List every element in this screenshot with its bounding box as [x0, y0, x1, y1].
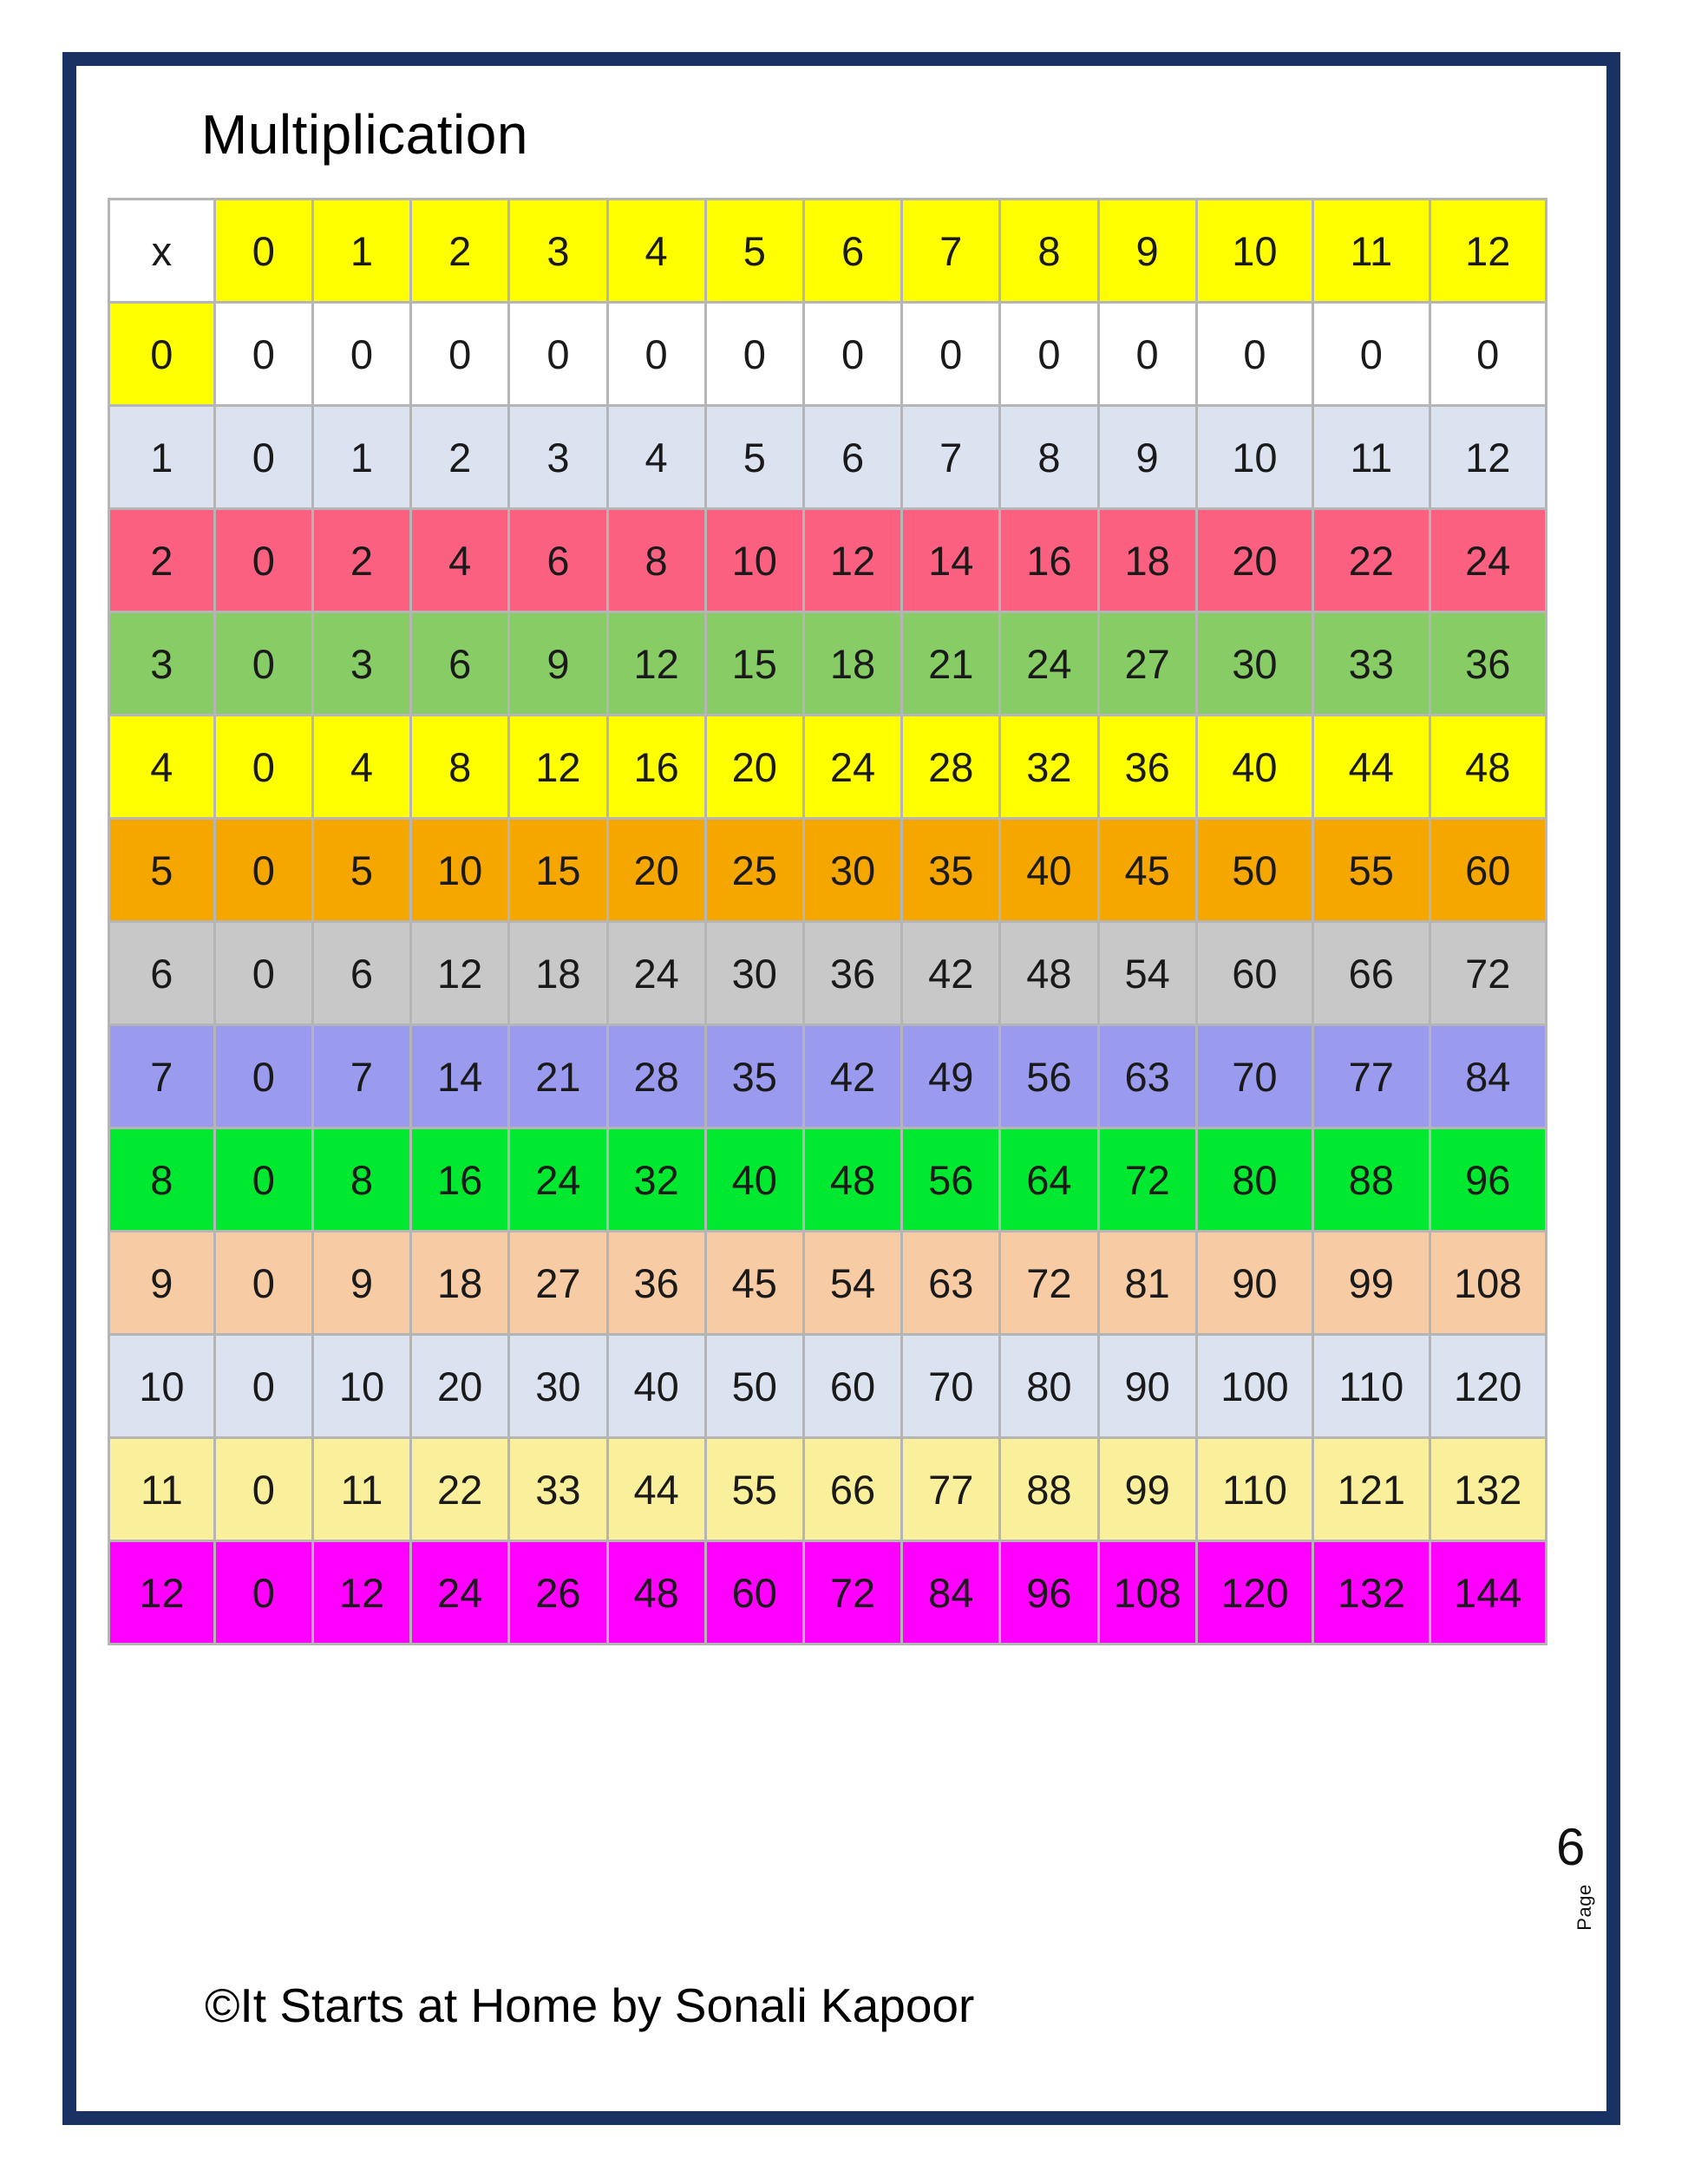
cell-2x0: 0	[216, 510, 311, 611]
cell-2x1: 2	[314, 510, 409, 611]
cell-1x2: 2	[412, 407, 507, 507]
table-row	[110, 613, 1545, 714]
cell-9x10: 90	[1198, 1233, 1312, 1333]
column-header-1: 1	[314, 200, 409, 301]
cell-5x8: 40	[1001, 820, 1096, 920]
table-row	[110, 510, 1545, 611]
cell-7x1: 7	[314, 1026, 409, 1127]
cell-1x8: 8	[1001, 407, 1096, 507]
cell-0x0: 0	[216, 304, 311, 404]
cell-9x0: 0	[216, 1233, 311, 1333]
cell-6x0: 0	[216, 923, 311, 1023]
column-header-11: 11	[1314, 200, 1428, 301]
column-header-9: 9	[1100, 200, 1195, 301]
cell-1x10: 10	[1198, 407, 1312, 507]
table-row	[110, 1233, 1545, 1333]
cell-8x5: 40	[707, 1129, 802, 1230]
cell-10x0: 0	[216, 1336, 311, 1436]
row-header-10: 10	[110, 1336, 213, 1436]
cell-7x8: 56	[1001, 1026, 1096, 1127]
cell-0x2: 0	[412, 304, 507, 404]
cell-8x3: 24	[510, 1129, 605, 1230]
cell-6x6: 36	[805, 923, 900, 1023]
cell-5x6: 30	[805, 820, 900, 920]
cell-5x0: 0	[216, 820, 311, 920]
cell-4x1: 4	[314, 716, 409, 817]
cell-8x12: 96	[1431, 1129, 1546, 1230]
cell-7x12: 84	[1431, 1026, 1546, 1127]
cell-4x5: 20	[707, 716, 802, 817]
cell-11x11: 121	[1314, 1439, 1428, 1540]
cell-3x8: 24	[1001, 613, 1096, 714]
cell-12x0: 0	[216, 1542, 311, 1643]
cell-6x4: 24	[609, 923, 704, 1023]
cell-1x0: 0	[216, 407, 311, 507]
cell-11x7: 77	[903, 1439, 998, 1540]
cell-1x1: 1	[314, 407, 409, 507]
cell-12x12: 144	[1431, 1542, 1546, 1643]
cell-7x11: 77	[1314, 1026, 1428, 1127]
cell-3x2: 6	[412, 613, 507, 714]
cell-10x5: 50	[707, 1336, 802, 1436]
cell-4x3: 12	[510, 716, 605, 817]
cell-12x10: 120	[1198, 1542, 1312, 1643]
cell-2x7: 14	[903, 510, 998, 611]
cell-0x5: 0	[707, 304, 802, 404]
cell-9x2: 18	[412, 1233, 507, 1333]
cell-8x10: 80	[1198, 1129, 1312, 1230]
cell-10x10: 100	[1198, 1336, 1312, 1436]
cell-9x8: 72	[1001, 1233, 1096, 1333]
cell-7x10: 70	[1198, 1026, 1312, 1127]
cell-11x10: 110	[1198, 1439, 1312, 1540]
cell-10x7: 70	[903, 1336, 998, 1436]
cell-4x10: 40	[1198, 716, 1312, 817]
row-header-1: 1	[110, 407, 213, 507]
cell-10x9: 90	[1100, 1336, 1195, 1436]
cell-8x8: 64	[1001, 1129, 1096, 1230]
cell-11x9: 99	[1100, 1439, 1195, 1540]
cell-2x4: 8	[609, 510, 704, 611]
table-row	[110, 1129, 1545, 1230]
cell-9x4: 36	[609, 1233, 704, 1333]
cell-8x0: 0	[216, 1129, 311, 1230]
row-header-6: 6	[110, 923, 213, 1023]
cell-2x2: 4	[412, 510, 507, 611]
cell-0x8: 0	[1001, 304, 1096, 404]
cell-4x2: 8	[412, 716, 507, 817]
page-number-digit: 6	[1556, 1818, 1586, 1876]
cell-9x12: 108	[1431, 1233, 1546, 1333]
cell-1x6: 6	[805, 407, 900, 507]
cell-9x1: 9	[314, 1233, 409, 1333]
cell-2x12: 24	[1431, 510, 1546, 611]
column-header-3: 3	[510, 200, 605, 301]
cell-3x10: 30	[1198, 613, 1312, 714]
cell-8x11: 88	[1314, 1129, 1428, 1230]
multiplication-table-container	[108, 198, 1547, 1645]
cell-4x0: 0	[216, 716, 311, 817]
row-header-2: 2	[110, 510, 213, 611]
cell-10x12: 120	[1431, 1336, 1546, 1436]
cell-9x11: 99	[1314, 1233, 1428, 1333]
cell-6x2: 12	[412, 923, 507, 1023]
multiplication-table	[108, 198, 1547, 1645]
table-row	[110, 820, 1545, 920]
cell-3x7: 21	[903, 613, 998, 714]
cell-4x4: 16	[609, 716, 704, 817]
cell-10x11: 110	[1314, 1336, 1428, 1436]
cell-11x12: 132	[1431, 1439, 1546, 1540]
cell-11x5: 55	[707, 1439, 802, 1540]
cell-4x11: 44	[1314, 716, 1428, 817]
cell-2x11: 22	[1314, 510, 1428, 611]
table-row	[110, 1439, 1545, 1540]
cell-7x0: 0	[216, 1026, 311, 1127]
cell-7x9: 63	[1100, 1026, 1195, 1127]
page-number-marker	[1556, 1813, 1596, 1969]
cell-7x2: 14	[412, 1026, 507, 1127]
cell-0x9: 0	[1100, 304, 1195, 404]
column-header-4: 4	[609, 200, 704, 301]
cell-0x1: 0	[314, 304, 409, 404]
copyright-footer: ©It Starts at Home by Sonali Kapoor	[205, 1978, 975, 2032]
row-header-3: 3	[110, 613, 213, 714]
column-header-8: 8	[1001, 200, 1096, 301]
cell-8x7: 56	[903, 1129, 998, 1230]
cell-12x11: 132	[1314, 1542, 1428, 1643]
cell-11x0: 0	[216, 1439, 311, 1540]
cell-0x3: 0	[510, 304, 605, 404]
cell-12x1: 12	[314, 1542, 409, 1643]
row-header-5: 5	[110, 820, 213, 920]
cell-3x6: 18	[805, 613, 900, 714]
cell-1x3: 3	[510, 407, 605, 507]
cell-1x5: 5	[707, 407, 802, 507]
cell-4x12: 48	[1431, 716, 1546, 817]
cell-1x9: 9	[1100, 407, 1195, 507]
cell-11x8: 88	[1001, 1439, 1096, 1540]
row-header-8: 8	[110, 1129, 213, 1230]
table-corner-cell: x	[110, 200, 213, 301]
table-row	[110, 1026, 1545, 1127]
cell-6x1: 6	[314, 923, 409, 1023]
cell-0x11: 0	[1314, 304, 1428, 404]
cell-5x12: 60	[1431, 820, 1546, 920]
cell-2x3: 6	[510, 510, 605, 611]
column-header-0: 0	[216, 200, 311, 301]
cell-6x11: 66	[1314, 923, 1428, 1023]
cell-8x9: 72	[1100, 1129, 1195, 1230]
table-row	[110, 716, 1545, 817]
cell-7x3: 21	[510, 1026, 605, 1127]
cell-12x2: 24	[412, 1542, 507, 1643]
cell-0x10: 0	[1198, 304, 1312, 404]
cell-7x4: 28	[609, 1026, 704, 1127]
cell-5x9: 45	[1100, 820, 1195, 920]
cell-9x5: 45	[707, 1233, 802, 1333]
cell-4x6: 24	[805, 716, 900, 817]
cell-11x4: 44	[609, 1439, 704, 1540]
cell-6x9: 54	[1100, 923, 1195, 1023]
cell-7x6: 42	[805, 1026, 900, 1127]
cell-0x4: 0	[609, 304, 704, 404]
cell-9x9: 81	[1100, 1233, 1195, 1333]
cell-5x1: 5	[314, 820, 409, 920]
cell-4x8: 32	[1001, 716, 1096, 817]
cell-0x12: 0	[1431, 304, 1546, 404]
table-row	[110, 923, 1545, 1023]
cell-0x6: 0	[805, 304, 900, 404]
cell-12x6: 72	[805, 1542, 900, 1643]
cell-6x10: 60	[1198, 923, 1312, 1023]
cell-11x3: 33	[510, 1439, 605, 1540]
cell-10x6: 60	[805, 1336, 900, 1436]
cell-6x3: 18	[510, 923, 605, 1023]
page-title: Multiplication	[201, 103, 528, 166]
cell-12x8: 96	[1001, 1542, 1096, 1643]
cell-8x1: 8	[314, 1129, 409, 1230]
cell-5x2: 10	[412, 820, 507, 920]
table-row	[110, 1336, 1545, 1436]
cell-9x3: 27	[510, 1233, 605, 1333]
column-header-5: 5	[707, 200, 802, 301]
cell-8x2: 16	[412, 1129, 507, 1230]
table-row	[110, 1542, 1545, 1643]
cell-10x4: 40	[609, 1336, 704, 1436]
cell-10x2: 20	[412, 1336, 507, 1436]
row-header-12: 12	[110, 1542, 213, 1643]
cell-6x7: 42	[903, 923, 998, 1023]
cell-6x8: 48	[1001, 923, 1096, 1023]
cell-2x8: 16	[1001, 510, 1096, 611]
cell-12x9: 108	[1100, 1542, 1195, 1643]
cell-3x4: 12	[609, 613, 704, 714]
table-row	[110, 304, 1545, 404]
cell-8x4: 32	[609, 1129, 704, 1230]
row-header-9: 9	[110, 1233, 213, 1333]
cell-11x1: 11	[314, 1439, 409, 1540]
cell-0x7: 0	[903, 304, 998, 404]
cell-12x3: 26	[510, 1542, 605, 1643]
cell-3x11: 33	[1314, 613, 1428, 714]
cell-5x7: 35	[903, 820, 998, 920]
row-header-4: 4	[110, 716, 213, 817]
cell-2x6: 12	[805, 510, 900, 611]
cell-11x2: 22	[412, 1439, 507, 1540]
cell-4x9: 36	[1100, 716, 1195, 817]
cell-6x12: 72	[1431, 923, 1546, 1023]
cell-3x12: 36	[1431, 613, 1546, 714]
cell-8x6: 48	[805, 1129, 900, 1230]
page-number-label: Page	[1574, 1884, 1595, 1931]
cell-1x12: 12	[1431, 407, 1546, 507]
cell-9x6: 54	[805, 1233, 900, 1333]
column-header-6: 6	[805, 200, 900, 301]
column-header-10: 10	[1198, 200, 1312, 301]
cell-5x5: 25	[707, 820, 802, 920]
cell-5x10: 50	[1198, 820, 1312, 920]
cell-7x5: 35	[707, 1026, 802, 1127]
column-header-2: 2	[412, 200, 507, 301]
cell-7x7: 49	[903, 1026, 998, 1127]
cell-1x7: 7	[903, 407, 998, 507]
cell-6x5: 30	[707, 923, 802, 1023]
cell-10x1: 10	[314, 1336, 409, 1436]
column-header-12: 12	[1431, 200, 1546, 301]
cell-2x5: 10	[707, 510, 802, 611]
cell-3x9: 27	[1100, 613, 1195, 714]
cell-12x7: 84	[903, 1542, 998, 1643]
cell-11x6: 66	[805, 1439, 900, 1540]
cell-12x4: 48	[609, 1542, 704, 1643]
cell-2x10: 20	[1198, 510, 1312, 611]
cell-10x8: 80	[1001, 1336, 1096, 1436]
cell-3x3: 9	[510, 613, 605, 714]
row-header-11: 11	[110, 1439, 213, 1540]
cell-5x3: 15	[510, 820, 605, 920]
cell-5x11: 55	[1314, 820, 1428, 920]
cell-10x3: 30	[510, 1336, 605, 1436]
row-header-0: 0	[110, 304, 213, 404]
cell-1x11: 11	[1314, 407, 1428, 507]
cell-5x4: 20	[609, 820, 704, 920]
cell-9x7: 63	[903, 1233, 998, 1333]
cell-4x7: 28	[903, 716, 998, 817]
row-header-7: 7	[110, 1026, 213, 1127]
column-header-7: 7	[903, 200, 998, 301]
cell-3x0: 0	[216, 613, 311, 714]
cell-12x5: 60	[707, 1542, 802, 1643]
table-header-row	[110, 200, 1545, 301]
table-row	[110, 407, 1545, 507]
cell-3x1: 3	[314, 613, 409, 714]
cell-3x5: 15	[707, 613, 802, 714]
cell-1x4: 4	[609, 407, 704, 507]
cell-2x9: 18	[1100, 510, 1195, 611]
